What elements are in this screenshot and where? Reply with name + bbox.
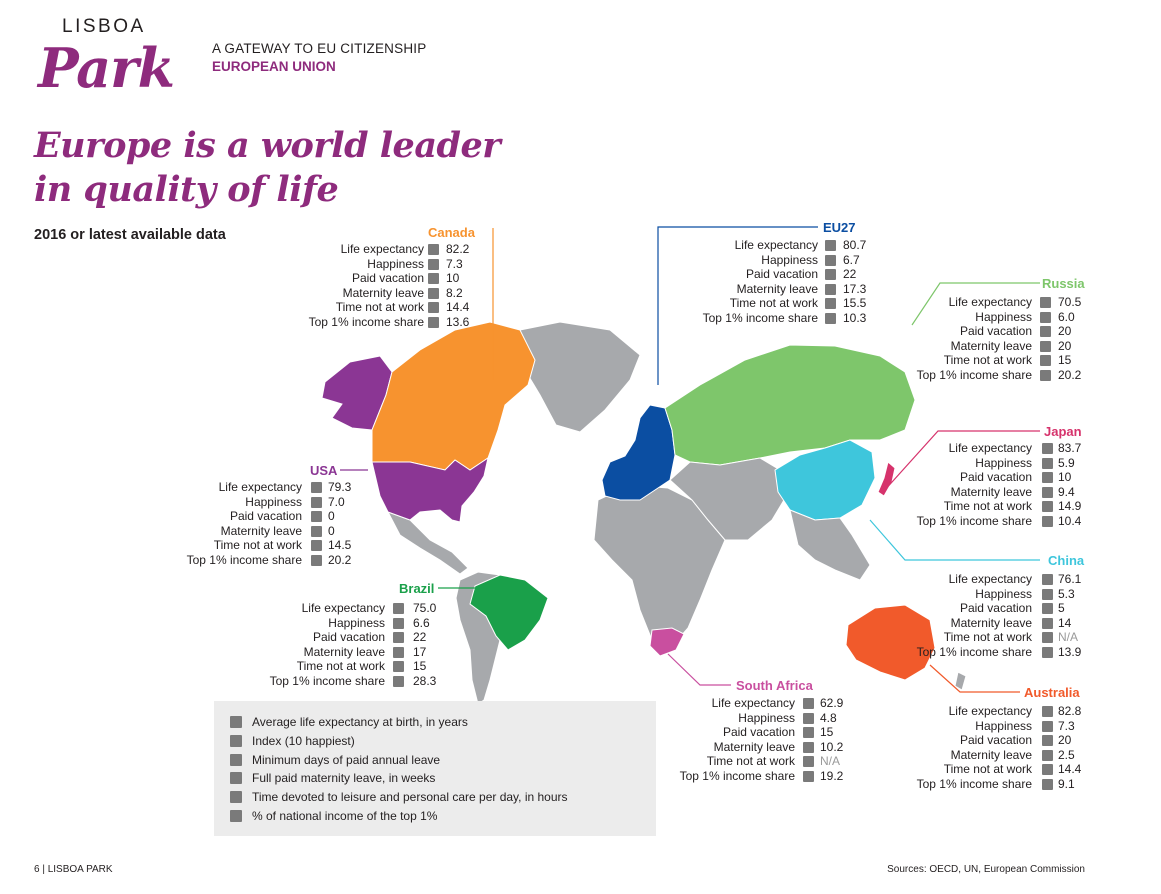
metric-label-usa: Life expectancy xyxy=(218,480,302,494)
region-title-russia: Russia xyxy=(1042,276,1085,291)
metric-value-brazil: 75.0 xyxy=(413,601,437,615)
mother-icon xyxy=(428,288,439,299)
leisure-icon xyxy=(393,661,404,672)
brand-wordmark-top: LISBOA xyxy=(62,16,146,37)
metric-value-china: N/A xyxy=(1058,630,1079,644)
map-eu27 xyxy=(602,405,675,500)
metric-value-eu27: 80.7 xyxy=(843,238,867,252)
metric-value-russia: 70.5 xyxy=(1058,295,1082,309)
smiley-icon xyxy=(428,259,439,270)
region-title-south-africa: South Africa xyxy=(736,678,813,693)
metric-label-china: Time not at work xyxy=(943,630,1032,644)
person-icon xyxy=(1040,297,1051,308)
metric-label-china: Top 1% income share xyxy=(916,644,1032,659)
map-australia xyxy=(846,605,935,680)
metric-value-canada: 10 xyxy=(446,271,460,285)
vacation-icon xyxy=(825,269,836,280)
metric-label-canada: Life expectancy xyxy=(340,242,424,256)
metric-label-australia: Time not at work xyxy=(943,762,1032,776)
mother-icon xyxy=(1042,487,1053,498)
mother-icon xyxy=(311,526,322,537)
metric-value-canada: 82.2 xyxy=(446,242,470,256)
leisure-icon xyxy=(803,756,814,767)
metric-label-china: Life expectancy xyxy=(948,572,1032,586)
metric-value-south-africa: 10.2 xyxy=(820,739,844,754)
metric-label-canada: Top 1% income share xyxy=(308,314,424,329)
smiley-icon xyxy=(825,255,836,266)
metric-value-eu27: 22 xyxy=(843,267,857,281)
metric-label-russia: Paid vacation xyxy=(959,324,1032,338)
metric-label-south-africa: Time not at work xyxy=(706,754,795,768)
mother-icon xyxy=(393,647,404,658)
metric-value-brazil: 15 xyxy=(413,659,427,673)
person-icon xyxy=(1042,574,1053,585)
vacation-icon xyxy=(393,632,404,643)
metric-label-canada: Maternity leave xyxy=(342,285,424,300)
smiley-icon xyxy=(1042,721,1053,732)
metric-value-usa: 0 xyxy=(328,509,335,523)
asterisk-icon xyxy=(428,317,439,328)
metric-value-japan: 5.9 xyxy=(1058,455,1075,470)
metric-label-usa: Happiness xyxy=(245,494,302,509)
metric-value-china: 76.1 xyxy=(1058,572,1082,586)
metric-value-australia: 2.5 xyxy=(1058,747,1075,762)
metric-value-usa: 14.5 xyxy=(328,538,352,552)
asterisk-icon xyxy=(825,313,836,324)
metric-label-eu27: Paid vacation xyxy=(745,267,818,281)
asterisk-icon xyxy=(803,771,814,782)
metric-value-australia: 9.1 xyxy=(1058,776,1075,791)
region-title-eu27: EU27 xyxy=(823,220,856,235)
metric-value-russia: 15 xyxy=(1058,353,1072,367)
metric-label-eu27: Time not at work xyxy=(729,296,818,310)
metric-value-russia: 20 xyxy=(1058,338,1072,353)
legend-text: Minimum days of paid annual leave xyxy=(252,752,441,767)
metric-value-south-africa: 15 xyxy=(820,725,834,739)
person-icon xyxy=(803,698,814,709)
metric-value-usa: 7.0 xyxy=(328,494,345,509)
metric-value-australia: 82.8 xyxy=(1058,704,1082,718)
metric-label-usa: Time not at work xyxy=(213,538,302,552)
leisure-icon xyxy=(311,540,322,551)
asterisk-icon xyxy=(1042,516,1053,527)
metric-value-japan: 10 xyxy=(1058,470,1072,484)
metric-label-canada: Time not at work xyxy=(335,300,424,314)
metric-label-australia: Top 1% income share xyxy=(916,776,1032,791)
legend-text: Index (10 happiest) xyxy=(252,733,355,748)
page-footer: 6 | LISBOA PARK xyxy=(34,864,113,875)
subheadline: 2016 or latest available data xyxy=(34,227,226,243)
asterisk-icon xyxy=(1042,647,1053,658)
leisure-icon xyxy=(1042,764,1053,775)
metric-value-canada: 7.3 xyxy=(446,256,463,271)
metric-value-japan: 9.4 xyxy=(1058,484,1075,499)
map-japan xyxy=(878,462,895,496)
metric-value-australia: 7.3 xyxy=(1058,718,1075,733)
metric-value-south-africa: 19.2 xyxy=(820,768,844,783)
leisure-icon xyxy=(1040,355,1051,366)
metric-label-brazil: Time not at work xyxy=(296,659,385,673)
region-title-usa: USA xyxy=(310,463,338,478)
metric-label-russia: Happiness xyxy=(975,309,1032,324)
metric-value-brazil: 22 xyxy=(413,630,427,644)
leisure-icon xyxy=(825,298,836,309)
metric-label-eu27: Maternity leave xyxy=(736,281,818,296)
metric-value-australia: 14.4 xyxy=(1058,762,1082,776)
legend-text: Time devoted to leisure and personal care per day, in hours xyxy=(252,790,568,805)
sources-note: Sources: OECD, UN, European Commission xyxy=(887,864,1085,875)
metric-value-south-africa: 4.8 xyxy=(820,710,837,725)
metric-label-south-africa: Paid vacation xyxy=(722,725,795,739)
metric-value-japan: 14.9 xyxy=(1058,499,1082,513)
mother-icon xyxy=(825,284,836,295)
metric-value-brazil: 6.6 xyxy=(413,615,430,630)
mother-icon xyxy=(1042,618,1053,629)
metric-value-eu27: 15.5 xyxy=(843,296,867,310)
metric-value-japan: 10.4 xyxy=(1058,513,1082,528)
region-title-brazil: Brazil xyxy=(399,581,435,596)
smiley-icon xyxy=(1042,589,1053,600)
metric-value-eu27: 17.3 xyxy=(843,281,867,296)
metric-label-south-africa: Life expectancy xyxy=(711,696,795,710)
metric-label-japan: Paid vacation xyxy=(959,470,1032,484)
metric-value-china: 5.3 xyxy=(1058,586,1075,601)
map-south-africa xyxy=(650,628,684,656)
metric-value-canada: 8.2 xyxy=(446,285,463,300)
tagline: A GATEWAY TO EU CITIZENSHIP xyxy=(212,41,427,56)
vacation-icon xyxy=(230,754,242,766)
metric-label-china: Maternity leave xyxy=(950,615,1032,630)
asterisk-icon xyxy=(1042,779,1053,790)
smiley-icon xyxy=(803,713,814,724)
headline-line-1: Europe is a world leader xyxy=(34,125,501,166)
mother-icon xyxy=(1042,750,1053,761)
metric-label-japan: Maternity leave xyxy=(950,484,1032,499)
region-title-china: China xyxy=(1048,553,1085,568)
metric-label-china: Happiness xyxy=(975,586,1032,601)
mother-icon xyxy=(230,772,242,784)
vacation-icon xyxy=(428,273,439,284)
person-icon xyxy=(1042,706,1053,717)
metric-label-russia: Time not at work xyxy=(943,353,1032,367)
metric-value-china: 5 xyxy=(1058,601,1065,615)
vacation-icon xyxy=(311,511,322,522)
metric-label-usa: Paid vacation xyxy=(229,509,302,523)
asterisk-icon xyxy=(1040,370,1051,381)
person-icon xyxy=(393,603,404,614)
metric-value-canada: 13.6 xyxy=(446,314,470,329)
smiley-icon xyxy=(1040,312,1051,323)
metric-label-brazil: Life expectancy xyxy=(301,601,385,615)
region-title-canada: Canada xyxy=(428,225,475,240)
metric-value-china: 14 xyxy=(1058,615,1072,630)
metric-label-australia: Paid vacation xyxy=(959,733,1032,747)
asterisk-icon xyxy=(393,676,404,687)
metric-label-russia: Maternity leave xyxy=(950,338,1032,353)
leisure-icon xyxy=(1042,501,1053,512)
person-icon xyxy=(1042,443,1053,454)
vacation-icon xyxy=(803,727,814,738)
vacation-icon xyxy=(1042,603,1053,614)
metric-label-russia: Top 1% income share xyxy=(916,367,1032,382)
metric-value-russia: 20 xyxy=(1058,324,1072,338)
smiley-icon xyxy=(311,497,322,508)
metric-value-eu27: 6.7 xyxy=(843,252,860,267)
metric-label-japan: Top 1% income share xyxy=(916,513,1032,528)
map-russia xyxy=(665,345,915,465)
legend-text: % of national income of the top 1% xyxy=(252,809,438,823)
person-icon xyxy=(825,240,836,251)
metric-label-japan: Time not at work xyxy=(943,499,1032,513)
metric-value-russia: 20.2 xyxy=(1058,367,1082,382)
metric-value-australia: 20 xyxy=(1058,733,1072,747)
smiley-icon xyxy=(1042,458,1053,469)
metric-value-japan: 83.7 xyxy=(1058,441,1082,455)
leisure-icon xyxy=(1042,632,1053,643)
metric-value-russia: 6.0 xyxy=(1058,309,1075,324)
metric-label-canada: Happiness xyxy=(367,256,424,271)
metric-label-south-africa: Top 1% income share xyxy=(679,768,795,783)
headline-line-2: in quality of life xyxy=(34,169,339,210)
metric-label-japan: Life expectancy xyxy=(948,441,1032,455)
metric-label-canada: Paid vacation xyxy=(351,271,424,285)
metric-label-south-africa: Happiness xyxy=(738,710,795,725)
person-icon xyxy=(428,244,439,255)
vacation-icon xyxy=(1042,472,1053,483)
metric-value-brazil: 17 xyxy=(413,644,427,659)
vacation-icon xyxy=(1042,735,1053,746)
metric-value-south-africa: 62.9 xyxy=(820,696,844,710)
asterisk-icon xyxy=(311,555,322,566)
mother-icon xyxy=(1040,341,1051,352)
metric-label-brazil: Maternity leave xyxy=(303,644,385,659)
map-canada xyxy=(372,322,535,470)
person-icon xyxy=(230,716,242,728)
metric-label-japan: Happiness xyxy=(975,455,1032,470)
brand-logo-script: Park xyxy=(38,36,175,100)
metric-value-canada: 14.4 xyxy=(446,300,470,314)
metric-value-usa: 79.3 xyxy=(328,480,352,494)
leisure-icon xyxy=(428,302,439,313)
legend-text: Average life expectancy at birth, in years xyxy=(252,715,468,729)
tagline-region: EUROPEAN UNION xyxy=(212,59,336,74)
metric-value-china: 13.9 xyxy=(1058,644,1082,659)
metric-label-eu27: Top 1% income share xyxy=(702,310,818,325)
vacation-icon xyxy=(1040,326,1051,337)
legend-text: Full paid maternity leave, in weeks xyxy=(252,771,436,786)
metric-label-russia: Life expectancy xyxy=(948,295,1032,309)
leader-south-africa xyxy=(668,654,731,685)
legend-panel xyxy=(214,701,656,836)
metric-label-eu27: Life expectancy xyxy=(734,238,818,252)
metric-value-usa: 0 xyxy=(328,523,335,538)
smiley-icon xyxy=(230,735,242,747)
asterisk-icon xyxy=(230,810,242,822)
region-title-japan: Japan xyxy=(1044,424,1082,439)
metric-value-eu27: 10.3 xyxy=(843,310,867,325)
metric-label-brazil: Paid vacation xyxy=(312,630,385,644)
metric-label-brazil: Happiness xyxy=(328,615,385,630)
metric-label-australia: Life expectancy xyxy=(948,704,1032,718)
map-greenland xyxy=(520,322,640,432)
region-title-australia: Australia xyxy=(1024,685,1080,700)
metric-label-australia: Maternity leave xyxy=(950,747,1032,762)
leisure-icon xyxy=(230,791,242,803)
metric-label-usa: Maternity leave xyxy=(220,523,302,538)
person-icon xyxy=(311,482,322,493)
metric-label-south-africa: Maternity leave xyxy=(713,739,795,754)
metric-label-china: Paid vacation xyxy=(959,601,1032,615)
smiley-icon xyxy=(393,618,404,629)
metric-value-usa: 20.2 xyxy=(328,552,352,567)
metric-value-south-africa: N/A xyxy=(820,754,841,768)
metric-value-brazil: 28.3 xyxy=(413,673,437,688)
metric-label-australia: Happiness xyxy=(975,718,1032,733)
mother-icon xyxy=(803,742,814,753)
metric-label-usa: Top 1% income share xyxy=(186,552,302,567)
metric-label-brazil: Top 1% income share xyxy=(269,673,385,688)
map-new-zealand xyxy=(955,672,966,690)
metric-label-eu27: Happiness xyxy=(761,252,818,267)
map-south-asia xyxy=(790,510,870,580)
leader-australia xyxy=(930,665,1020,692)
